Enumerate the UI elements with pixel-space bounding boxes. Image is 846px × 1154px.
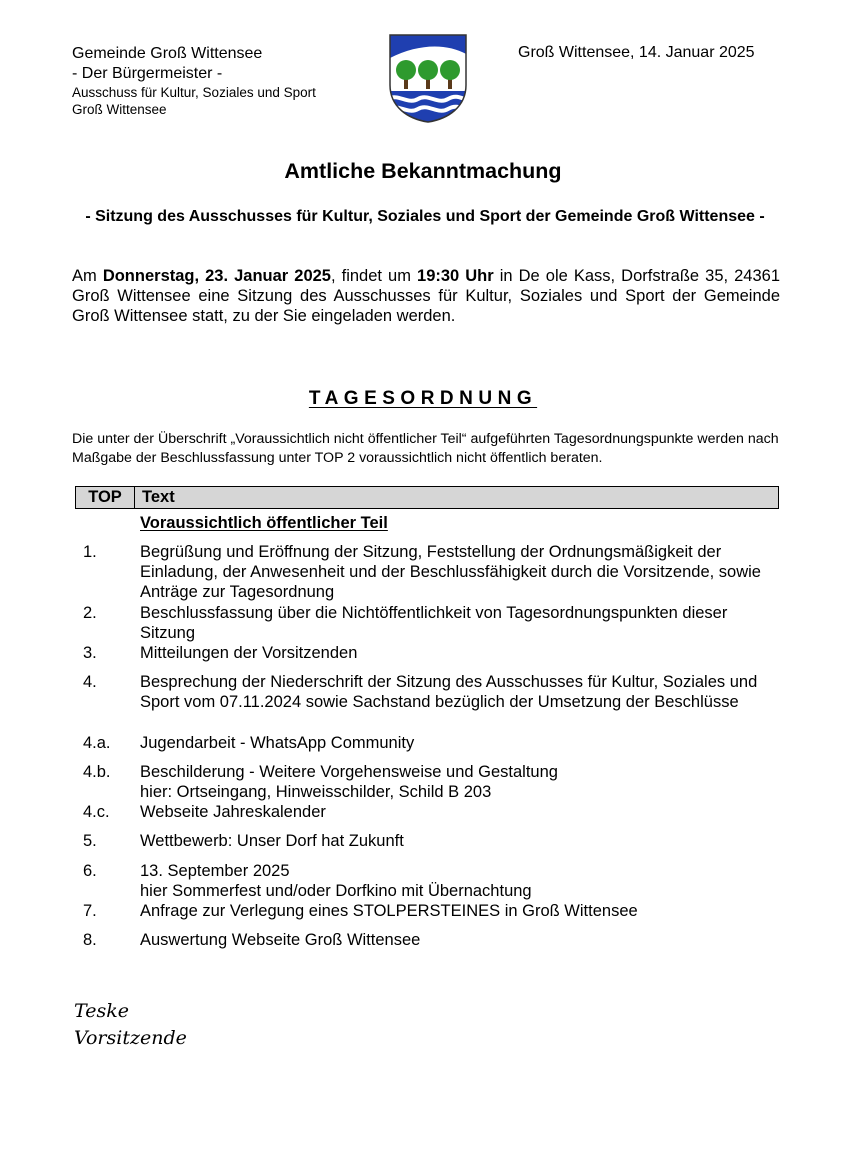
- item-number: 4.a.: [83, 734, 111, 752]
- column-header-top: TOP: [76, 487, 135, 508]
- item-text-block: [140, 762, 770, 802]
- item-subtext: hier: Ortseingang, Hinweisschilder, Schild B 203: [140, 783, 492, 801]
- mayor-line: - Der Bürgermeister -: [72, 65, 223, 82]
- item-text: Anfrage zur Verlegung eines STOLPERSTEINES in Groß Wittensee: [140, 902, 638, 920]
- page-subtitle: - Sitzung des Ausschusses für Kultur, Soziales und Sport der Gemeinde Groß Wittensee -: [85, 208, 765, 225]
- item-number: 7.: [83, 902, 97, 920]
- place-name: Groß Wittensee: [72, 102, 167, 117]
- item-text: Begrüßung und Eröffnung der Sitzung, Feststellung der Ordnungsmäßigkeit der Einladung, der Anwesenheit und der Beschlussfähigkeit durch die Vorsitzende, sowie Anträge zur Tagesordnung: [140, 543, 761, 601]
- intro-text: , findet um: [330, 267, 418, 285]
- item-text: Besprechung der Niederschrift der Sitzung des Ausschusses für Kultur, Soziales und Sport vom 07.11.2024 sowie Sachstand bezüglich der Umsetzung der Beschlüsse: [140, 673, 758, 711]
- signature-role: Vorsitzende: [74, 1027, 187, 1049]
- municipality-name: Gemeinde Groß Wittensee: [72, 45, 263, 62]
- meeting-time: 19:30 Uhr: [417, 267, 494, 285]
- agenda-note: Die unter der Überschrift „Voraussichtlich nicht öffentlicher Teil“ aufgeführten Tagesordnungspunkte werden nach Maßgabe der Beschlussfassung unter TOP 2 voraussichtlich nicht öffentlich beraten.: [72, 431, 779, 466]
- item-number: 3.: [83, 644, 97, 662]
- item-number: 5.: [83, 832, 97, 850]
- item-text: Auswertung Webseite Groß Wittensee: [140, 931, 421, 949]
- item-text: Beschilderung - Weitere Vorgehensweise und Gestaltung: [140, 763, 558, 781]
- coat-of-arms-icon: [388, 33, 468, 123]
- item-number: 4.: [83, 673, 97, 691]
- table-header: [75, 486, 779, 509]
- item-text: Mitteilungen der Vorsitzenden: [140, 644, 358, 662]
- item-number: 4.c.: [83, 803, 110, 821]
- intro-paragraph: [72, 266, 780, 326]
- intro-text: Am: [72, 267, 103, 285]
- item-subtext: hier Sommerfest und/oder Dorfkino mit Übernachtung: [140, 882, 532, 900]
- item-number: 6.: [83, 862, 97, 880]
- meeting-date: Donnerstag, 23. Januar 2025: [102, 267, 331, 285]
- page-title: Amtliche Bekanntmachung: [284, 159, 562, 183]
- item-text: Jugendarbeit - WhatsApp Community: [140, 734, 415, 752]
- sender-block: [72, 44, 316, 118]
- intro-text: in De ole Kass, Dorfstraße 35, 24361 Groß Wittensee eine Sitzung des Ausschusses für Kultur, Soziales und Sport der Gemeinde Groß Wittensee statt, zu der Sie eingeladen werden.: [72, 267, 781, 325]
- agenda-heading-text: TAGESORDNUNG: [308, 388, 538, 409]
- item-text-block: [140, 861, 770, 901]
- item-number: 8.: [83, 931, 97, 949]
- section-heading: Voraussichtlich öffentlicher Teil: [140, 514, 388, 532]
- item-number: 1.: [83, 543, 97, 561]
- item-text: 13. September 2025: [140, 862, 290, 880]
- item-number: 2.: [83, 604, 97, 622]
- item-text: Beschlussfassung über die Nichtöffentlichkeit von Tagesordnungspunkten dieser Sitzung: [140, 604, 728, 642]
- item-text: Webseite Jahreskalender: [140, 803, 326, 821]
- committee-name: Ausschuss für Kultur, Soziales und Sport: [72, 85, 316, 100]
- date-line: Groß Wittensee, 14. Januar 2025: [518, 44, 755, 61]
- agenda-heading: [0, 388, 846, 410]
- item-number: 4.b.: [83, 763, 111, 781]
- item-text: Wettbewerb: Unser Dorf hat Zukunft: [140, 832, 404, 850]
- column-header-text: Text: [142, 488, 175, 506]
- signature-name: Teske: [74, 1000, 129, 1022]
